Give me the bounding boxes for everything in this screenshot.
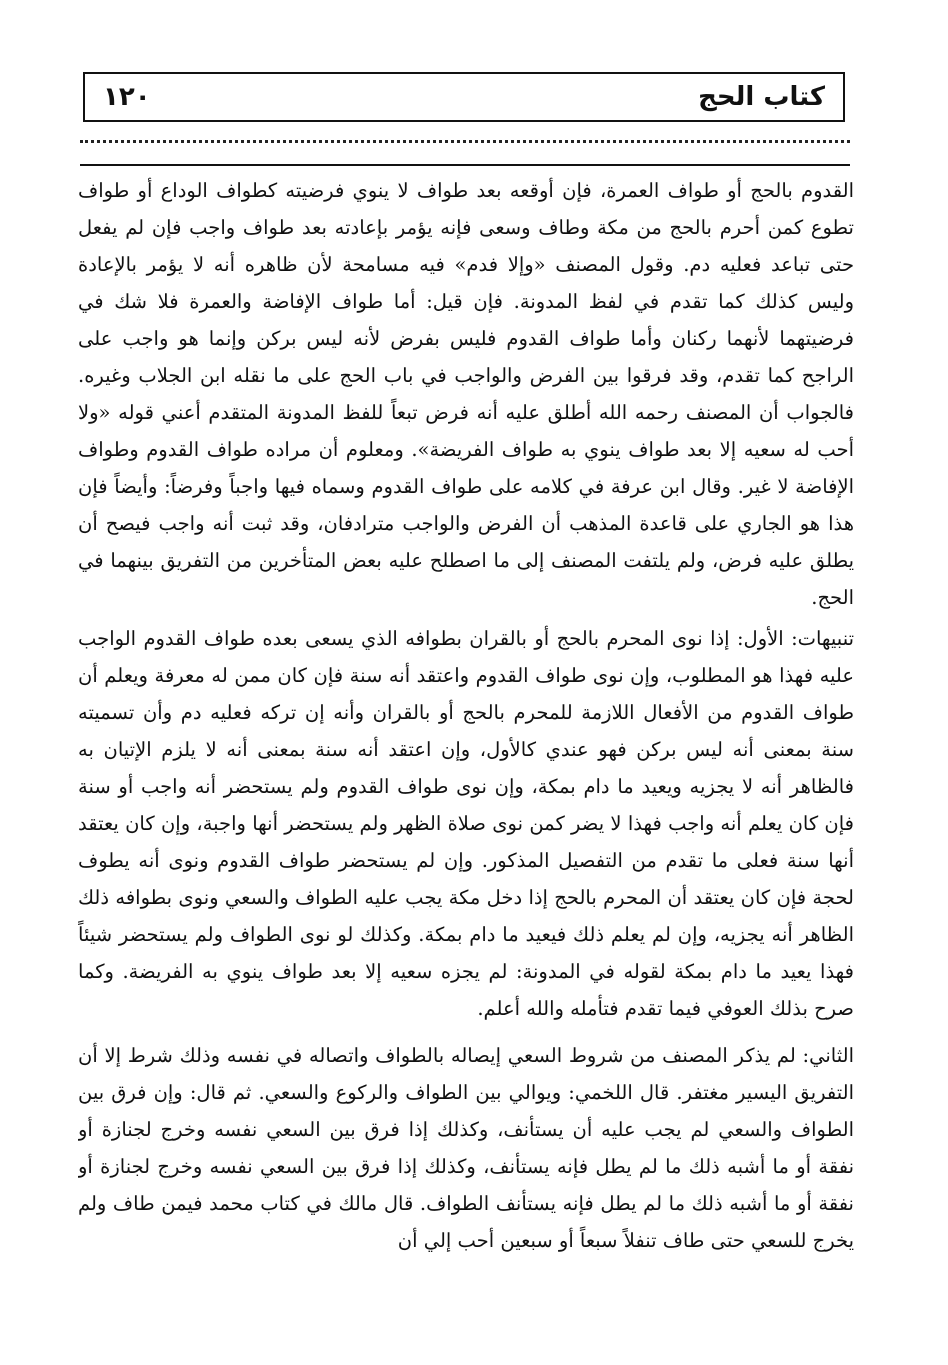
page-header	[83, 72, 845, 122]
chapter-title: كتاب الحج	[698, 82, 825, 112]
paragraph-1: القدوم بالحج أو طواف العمرة، فإن أوقعه بعد طواف لا ينوي فرضيته كطواف الوداع أو طواف تطوع كمن أحرم بالحج من مكة وطاف وسعى فإنه يؤمر بإعادته بعد طواف واجب فإن لم يفعل حتى تباعد فعليه دم. وقول المصنف «وإلا فدم» فيه مسامحة لأن ظاهره أنه لا يؤمر بالإعادة وليس كذلك كما تقدم في لفظ المدونة. فإن قيل: أما طواف الإفاضة والعمرة فلا شك في فرضيتهما لأنهما ركنان وأما طواف القدوم فليس بفرض لأنه ليس بركن وإنما هو واجب على الراجح كما تقدم، وقد فرقوا بين الفرض والواجب في باب الحج على ما نقله ابن الجلاب وغيره. فالجواب أن المصنف رحمه الله أطلق عليه أنه فرض تبعاً للفظ المدونة المتقدم أعني قوله «ولا أحب له سعيه إلا بعد طواف ينوي به طواف الفريضة». ومعلوم أن مراده طواف القدوم وطواف الإفاضة لا غير. وقال ابن عرفة في كلامه على طواف القدوم وسماه فيها واجباً وفرضاً: وأيضاً فإن هذا هو الجاري على قاعدة المذهب أن الفرض والواجب مترادفان، وقد ثبت أنه واجب فيصح أن يطلق عليه فرض، ولم يلتفت المصنف إلى ما اصطلح عليه بعض المتأخرين من التفريق بينهما في الحج.	[78, 179, 854, 609]
paragraph-second-note: الثاني: لم يذكر المصنف من شروط السعي إيصاله بالطواف واتصاله في نفسه وذلك شرط إلا أن التفريق اليسير مغتفر. قال اللخمي: ويوالي بين الطواف والركوع والسعي. ثم قال: وإن فرق بين الطواف والسعي لم يجب عليه أن يستأنف، وكذلك إذا فرق بين السعي نفسه وخرج لجنازة أو نفقة أو ما أشبه ذلك ما لم يطل فإنه يستأنف، وكذلك إذا فرق بين السعي نفسه وخرج لجنازة أو نفقة أو ما أشبه ذلك ما لم يطل فإنه يستأنف الطواف. قال مالك في كتاب محمد فيمن طاف ولم يخرج للسعي حتى طاف تنفلاً سبعاً أو سبعين أحب إلي أن	[78, 1044, 854, 1252]
page-number: ١٢٠	[103, 82, 151, 112]
paragraph-tanbihat: تنبيهات: الأول: إذا نوى المحرم بالحج أو بالقران بطوافه الذي يسعى بعده طواف القدوم الواجب عليه فهذا هو المطلوب، وإن نوى طواف القدوم واعتقد أنه سنة فإن كان ممن له معرفة ويعلم أن طواف القدوم من الأفعال اللازمة للمحرم بالحج أو بالقران وأنه إن تركه فعليه دم وأن تسميته سنة بمعنى أنه ليس بركن فهو عندي كالأول، وإن اعتقد أنه سنة بمعنى أنه لا يلزم الإتيان به فالظاهر أنه لا يجزيه ويعيد ما دام بمكة، وإن نوى طواف القدوم ولم يستحضر أنه واجب أو سنة فإن كان يعلم أنه واجب فهذا لا يضر كمن نوى صلاة الظهر ولم يستحضر أنها واجبة، وإن كان يعتقد أنها سنة فعلى ما تقدم من التفصيل المذكور. وإن لم يستحضر طواف القدوم ونوى أنه يطوف لحجة فإن كان يعتقد أن المحرم بالحج إذا دخل مكة يجب عليه الطواف والسعي ونوى بطوافه ذلك الظاهر أنه يجزيه، وإن لم يعلم ذلك فيعيد ما دام بمكة. وكذلك لو نوى الطواف ولم يستحضر شيئاً فهذا يعيد ما دام بمكة لقوله في المدونة: لم يجزه سعيه إلا بعد طواف ينوي به الفريضة. وكما صرح بذلك العوفي فيما تقدم فتأمله والله أعلم.	[78, 627, 854, 1020]
body-text	[78, 172, 854, 1357]
dotted-separator	[80, 140, 850, 143]
horizontal-rule	[80, 164, 850, 166]
